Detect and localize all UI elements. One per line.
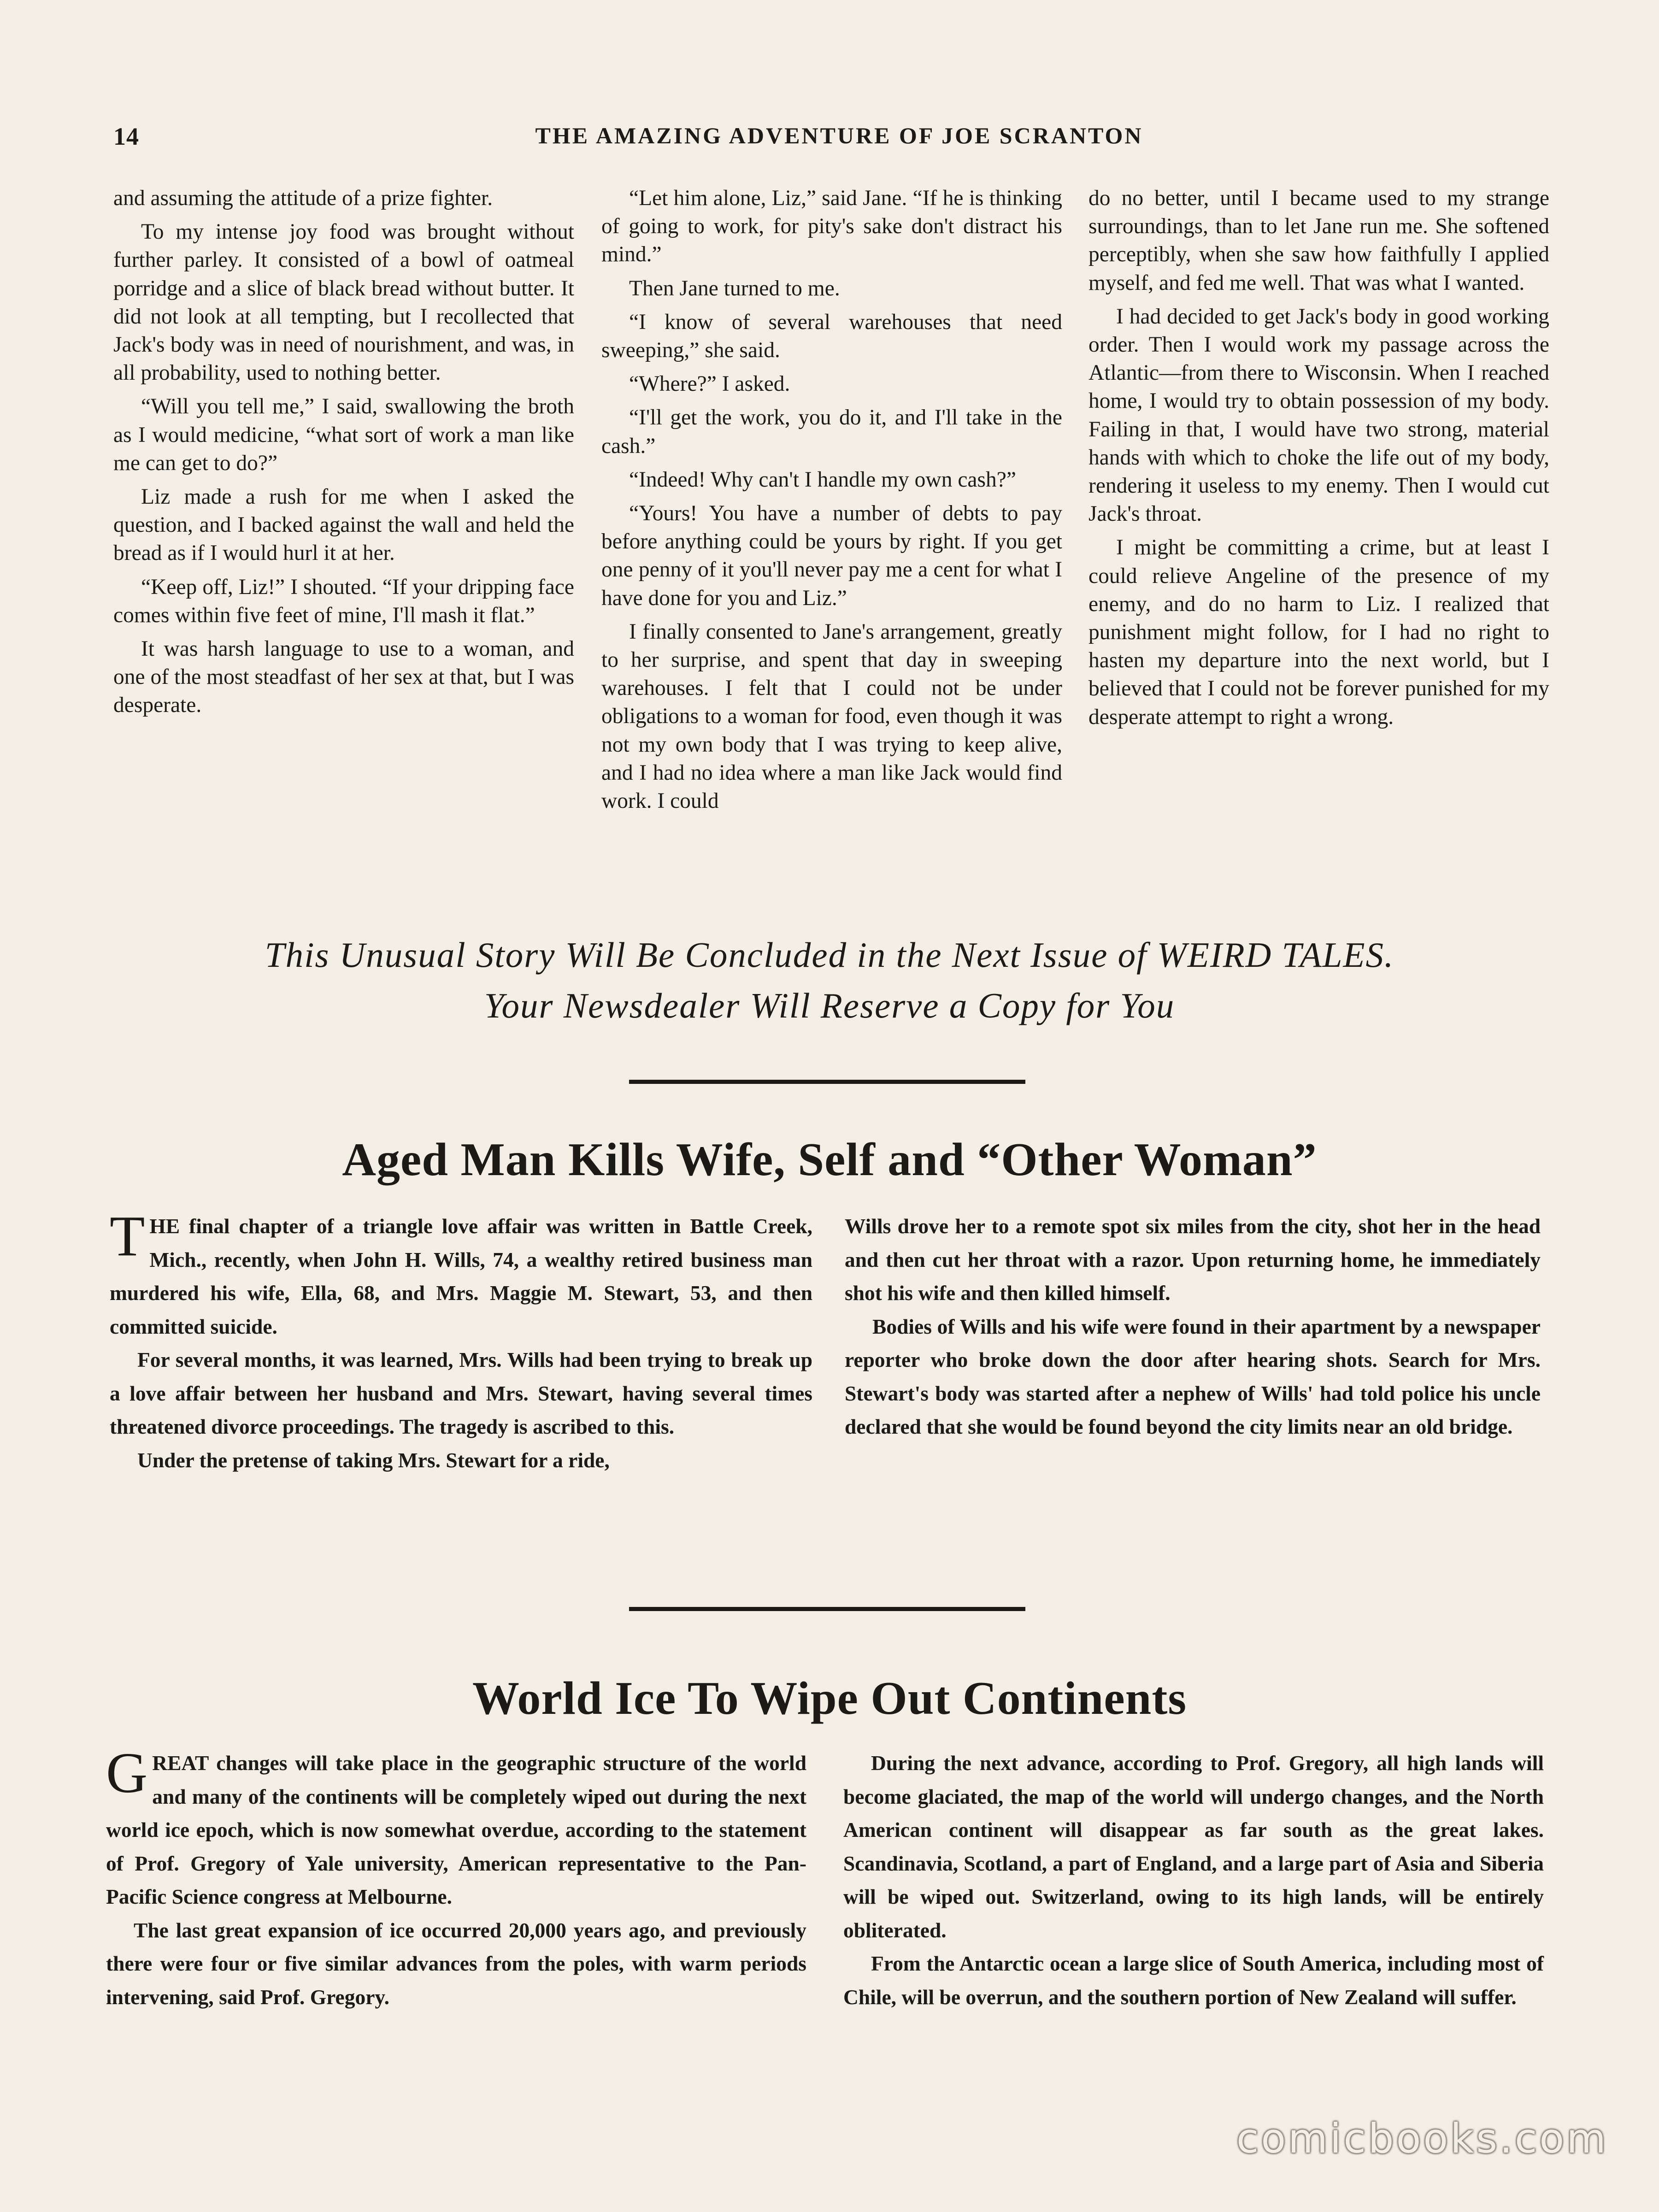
story-paragraph: I had decided to get Jack's body in good working order. Then I would work my passage across the Atlantic—from there to Wisconsin. When I reached home, I would try to obtain possession of my body. Failing in that, I would have two strong, material hands with which to choke the life out of my body, rendering it useless to my enemy. Then I would cut Jack's throat. [1088,304,1549,526]
running-title: THE AMAZING ADVENTURE OF JOE SCRANTON [535,123,1143,148]
article-paragraph: During the next advance, according to Prof. Gregory, all high lands will become glaciated, the map of the world will undergo changes, and the North American continent will disappear as far south as the great lakes. Scandinavia, Scotland, a part of England, and a large part of Asia and Siberia will be wiped out. Switzerland, owing to its high lands, will be entirely obliterated. [843,1751,1544,1942]
article-text: changes will take place in the geographic structure of the world and many of the continents will be completely wiped out during the next world ice epoch, which is now somewhat overdue, according to the statement of Prof. Gregory of Yale university, American representative to the Pan-Pacific Science congress at Melbourne. [106,1751,806,1908]
article-1-column-1 [110,1205,812,1477]
story-paragraph: “Indeed! Why can't I handle my own cash?” [629,467,1016,492]
article-paragraph: Wills drove her to a remote spot six miles from the city, shot her in the head and then cut her throat with a razor. Upon returning home, he immediately shot his wife and then killed himself. [845,1214,1541,1305]
article-1-column-2 [845,1210,1541,1444]
article-paragraph: From the Antarctic ocean a large slice of South America, including most of Chile, will be overrun, and the southern portion of New Zealand will suffer. [843,1952,1544,2009]
story-paragraph: “I know of several warehouses that need sweeping,” she said. [601,310,1062,363]
story-paragraph: I finally consented to Jane's arrangement, greatly to her surprise, and spent that day in sweeping warehouses. I felt that I could not be under obligations to a woman for food, even though it was not my own body that I was trying to keep alive, and I had no idea where a man like Jack would find work. I could [601,619,1062,813]
article-paragraph: For several months, it was learned, Mrs. Wills had been trying to break up a love affair between her husband and Mrs. Stewart, having several times threatened divorce proceedings. The tragedy is ascribed to this. [110,1348,812,1438]
story-paragraph: To my intense joy food was brought without further parley. It consisted of a bowl of oatmeal porridge and a slice of black bread without butter. It did not look at all tempting, but I recollected that Jack's body was in need of nourishment, and was, in all probability, used to nothing better. [113,220,574,385]
lead-smallcaps: REAT [152,1751,209,1775]
page-number: 14 [113,123,139,150]
watermark: comicbooks.com [1236,2115,1608,2162]
story-paragraph: “Keep off, Liz!” I shouted. “If your dripping face comes within five feet of mine, I'll mash it flat.” [113,575,574,627]
story-column-2 [601,184,1062,815]
story-paragraph: I might be committing a crime, but at least I could relieve Angeline of the presence of my enemy, and do no harm to Liz. I realized that punishment might follow, for I had no right to hasten my departure into the next world, but I believed that I could not be forever punished for my desperate attempt to right a wrong. [1088,535,1549,729]
article-paragraph [106,1741,806,1914]
article-headline: Aged Man Kills Wife, Self and “Other Woman” [342,1134,1317,1186]
divider-rule [629,1080,1025,1084]
article-paragraph [110,1205,812,1343]
divider-rule [629,1607,1025,1611]
article-headline: World Ice To Wipe Out Continents [472,1672,1187,1724]
story-paragraph: It was harsh language to use to a woman, and one of the most steadfast of her sex at that, but I was desperate. [113,637,574,718]
story-paragraph: Liz made a rush for me when I asked the question, and I backed against the wall and held the bread as if I would hurl it at her. [113,485,574,565]
story-paragraph: “Yours! You have a number of debts to pay before anything could be yours by right. If you get one penny of it you'll never pay me a cent for what I have done for you and Liz.” [601,501,1062,610]
lead-smallcaps: HE [149,1214,180,1238]
story-paragraph: do no better, until I became used to my strange surroundings, than to let Jane run me. She softened perceptibly, when she saw how faithfully I applied myself, and fed me well. That was what I wanted. [1088,186,1549,295]
story-paragraph: “Where?” I asked. [629,372,790,396]
story-paragraph: “Let him alone, Liz,” said Jane. “If he is thinking of going to work, for pity's sake don't distract his mind.” [601,186,1062,267]
running-head [113,122,1565,159]
story-paragraph: and assuming the attitude of a prize fighter. [113,186,493,210]
drop-cap: T [110,1205,145,1268]
story-paragraph: “I'll get the work, you do it, and I'll take in the cash.” [601,406,1062,458]
article-paragraph: Under the pretense of taking Mrs. Stewart for a ride, [137,1448,610,1472]
continued-notice-line-1: This Unusual Story Will Be Concluded in the Next Issue of WEIRD TALES. [265,935,1394,975]
article-2-column-2 [843,1747,1544,2014]
article-paragraph: The last great expansion of ice occurred 20,000 years ago, and previously there were four or five similar advances from the poles, with warm periods intervening, said Prof. Gregory. [106,1918,806,2009]
article-text: final chapter of a triangle love affair was written in Battle Creek, Mich., recently, when John H. Wills, 74, a wealthy retired business man murdered his wife, Ella, 68, and Mrs. Maggie M. Stewart, 53, and then committed suicide. [110,1214,812,1338]
story-column-1 [113,184,574,720]
story-paragraph: Then Jane turned to me. [629,276,840,300]
article-2-column-1 [106,1741,806,2014]
continued-notice-line-2: Your Newsdealer Will Reserve a Copy for You [484,986,1175,1025]
story-column-3 [1088,184,1549,731]
story-paragraph: “Will you tell me,” I said, swallowing the broth as I would medicine, “what sort of work a man like me can get to do?” [113,394,574,475]
article-paragraph: Bodies of Wills and his wife were found in their apartment by a newspaper reporter who broke down the door after hearing shots. Search for Mrs. Stewart's body was started after a nephew of Wills' had told police his uncle declared that she would be found beyond the city limits near an old bridge. [845,1314,1541,1438]
drop-cap: G [106,1741,148,1805]
